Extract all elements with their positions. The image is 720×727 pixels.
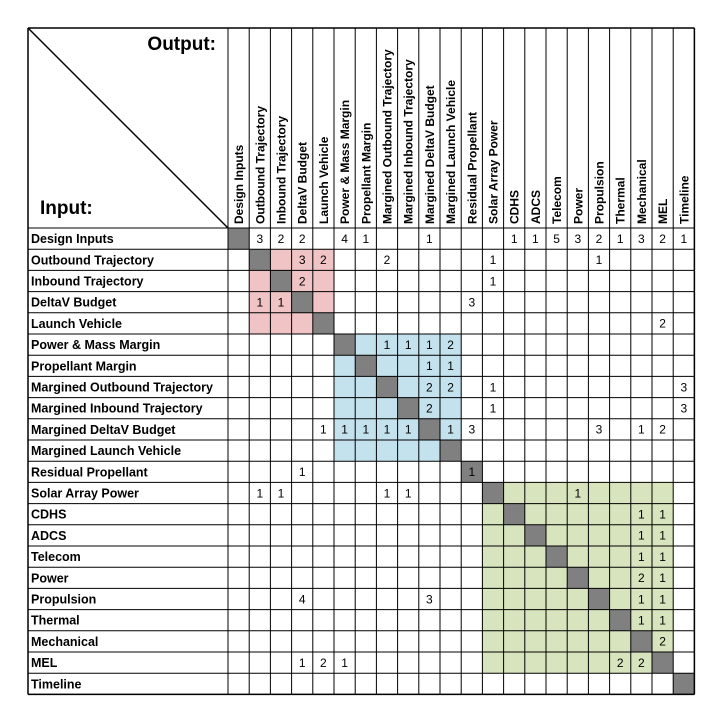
row-label-solar-array-power: Solar Array Power <box>31 486 139 501</box>
col-label-deltav-budget: DeltaV Budget <box>295 141 310 224</box>
cell-value: 3 <box>256 231 264 246</box>
col-label-mel: MEL <box>656 198 671 224</box>
row-label-cdhs: CDHS <box>31 507 67 522</box>
diagonal-cell <box>610 610 631 631</box>
row-label-propulsion: Propulsion <box>31 592 97 607</box>
cell-value: 1 <box>447 422 454 437</box>
cell-value: 1 <box>489 380 497 395</box>
row-label-power-and-mass-margin: Power & Mass Margin <box>31 338 161 353</box>
row-label-inbound-trajectory: Inbound Trajectory <box>31 274 144 289</box>
cell-value: 1 <box>659 507 666 522</box>
input-label: Input: <box>40 198 93 219</box>
cell-value: 1 <box>574 486 582 501</box>
cell-value: 2 <box>383 253 391 268</box>
col-label-telecom: Telecom <box>550 176 565 224</box>
cell-value: 2 <box>659 634 666 649</box>
diagonal-cell <box>504 504 525 525</box>
cell-value: 1 <box>277 486 285 501</box>
row-label-deltav-budget: DeltaV Budget <box>31 295 117 310</box>
cell-value: 2 <box>320 253 327 268</box>
diagonal-cell <box>546 546 567 567</box>
row-label-residual-propellant: Residual Propellant <box>31 465 148 480</box>
cell-value: 1 <box>680 231 688 246</box>
cell-value: 1 <box>659 592 666 607</box>
diagonal-cell <box>355 355 376 376</box>
row-label-launch-vehicle: Launch Vehicle <box>31 316 123 331</box>
diagonal-cell <box>313 313 334 334</box>
cell-value: 2 <box>595 231 603 246</box>
cell-value: 3 <box>468 422 476 437</box>
cell-value: 2 <box>447 337 454 352</box>
cell-value: 1 <box>659 549 666 564</box>
row-label-telecom: Telecom <box>31 550 81 565</box>
col-label-propellant-margin: Propellant Margin <box>359 122 374 224</box>
cell-value: 2 <box>659 231 666 246</box>
corner-header <box>28 28 228 228</box>
col-label-thermal: Thermal <box>613 177 628 224</box>
cell-value: 2 <box>298 274 306 289</box>
cell-value: 3 <box>595 422 603 437</box>
cell-value: 1 <box>659 528 666 543</box>
cell-value: 1 <box>638 549 645 564</box>
row-label-power: Power <box>31 571 69 586</box>
row-label-thermal: Thermal <box>31 613 80 628</box>
cell-value: 2 <box>298 231 306 246</box>
cell-value: 2 <box>638 655 645 670</box>
cell-value: 1 <box>426 337 433 352</box>
diagonal-cell <box>419 419 440 440</box>
cell-value: 1 <box>659 613 666 628</box>
cell-value: 2 <box>659 422 666 437</box>
diagonal-cell <box>334 334 355 355</box>
row-label-propellant-margin: Propellant Margin <box>31 359 137 374</box>
cell-value: 1 <box>404 486 412 501</box>
col-label-outbound-trajectory: Outbound Trajectory <box>253 105 268 224</box>
cell-value: 1 <box>362 231 370 246</box>
diagonal-cell <box>292 292 313 313</box>
col-label-margined-inbound-trajectory: Margined Inbound Trajectory <box>401 59 416 224</box>
diagonal-cell <box>631 631 652 652</box>
diagonal-cell <box>440 440 461 461</box>
cell-value: 1 <box>426 231 433 246</box>
col-label-solar-array-power: Solar Array Power <box>486 120 501 224</box>
cell-value: 4 <box>341 231 348 246</box>
diagonal-cell <box>376 376 397 397</box>
col-label-power: Power <box>571 187 586 224</box>
diagonal-cell <box>228 228 249 249</box>
cell-value: 1 <box>447 359 454 374</box>
row-label-timeline: Timeline <box>31 677 82 692</box>
cell-value: 2 <box>320 655 327 670</box>
cell-value: 1 <box>341 655 348 670</box>
cell-value: 1 <box>638 422 645 437</box>
cell-value: 2 <box>277 231 285 246</box>
cell-value: 1 <box>383 422 391 437</box>
cell-value: 1 <box>659 571 666 586</box>
row-label-margined-launch-vehicle: Margined Launch Vehicle <box>31 444 182 459</box>
col-label-residual-propellant: Residual Propellant <box>465 111 480 224</box>
col-label-launch-vehicle: Launch Vehicle <box>316 136 331 224</box>
cell-value: 1 <box>320 422 327 437</box>
row-label-outbound-trajectory: Outbound Trajectory <box>31 253 154 268</box>
row-label-adcs: ADCS <box>31 528 67 543</box>
diagonal-cell <box>525 525 546 546</box>
cell-value: 1 <box>532 231 539 246</box>
col-label-power-and-mass-margin: Power & Mass Margin <box>338 99 353 224</box>
col-label-adcs: ADCS <box>528 189 543 224</box>
cell-value: 1 <box>638 528 645 543</box>
diagonal-cell <box>270 270 291 291</box>
cell-value: 3 <box>680 380 688 395</box>
cell-value: 1 <box>638 592 645 607</box>
col-label-margined-outbound-trajectory: Margined Outbound Trajectory <box>380 49 395 224</box>
row-label-design-inputs: Design Inputs <box>31 232 114 247</box>
cell-value: 2 <box>638 571 645 586</box>
row-label-mel: MEL <box>31 656 58 671</box>
cell-value: 3 <box>298 253 306 268</box>
cell-value: 2 <box>426 380 433 395</box>
cell-value: 1 <box>638 507 645 522</box>
col-label-mechanical: Mechanical <box>634 159 649 224</box>
cell-value: 1 <box>277 295 285 310</box>
cell-value: 3 <box>468 295 476 310</box>
row-label-margined-inbound-trajectory: Margined Inbound Trajectory <box>31 401 203 416</box>
cell-value: 3 <box>638 231 645 246</box>
cell-value: 2 <box>447 380 454 395</box>
output-label: Output: <box>147 34 216 55</box>
cell-value: 2 <box>616 655 624 670</box>
cell-value: 3 <box>680 401 688 416</box>
cell-value: 1 <box>341 422 348 437</box>
col-label-design-inputs: Design Inputs <box>232 144 247 224</box>
cell-value: 4 <box>298 592 306 607</box>
cell-value: 1 <box>595 253 603 268</box>
cell-value: 1 <box>256 295 264 310</box>
col-label-cdhs: CDHS <box>507 189 522 224</box>
cell-value: 1 <box>298 655 306 670</box>
cell-value: 1 <box>510 231 518 246</box>
col-label-inbound-trajectory: Inbound Trajectory <box>274 115 289 224</box>
diagonal-cell <box>652 652 673 673</box>
cell-value: 1 <box>616 231 624 246</box>
diagonal-cell <box>482 482 503 503</box>
cell-value: 1 <box>404 337 412 352</box>
row-label-margined-deltav-budget: Margined DeltaV Budget <box>31 422 176 437</box>
col-label-timeline: Timeline <box>677 175 692 224</box>
cell-value: 3 <box>574 231 582 246</box>
cell-value: 1 <box>489 253 497 268</box>
cell-value: 1 <box>426 359 433 374</box>
col-label-margined-launch-vehicle: Margined Launch Vehicle <box>444 79 459 224</box>
diagonal-cell <box>673 673 694 694</box>
diagonal-cell <box>588 588 609 609</box>
cell-value: 2 <box>426 401 433 416</box>
cell-value: 1 <box>489 401 497 416</box>
row-label-margined-outbound-trajectory: Margined Outbound Trajectory <box>31 380 213 395</box>
cell-value: 5 <box>553 231 560 246</box>
diagonal-cell <box>398 398 419 419</box>
cell-value: 2 <box>659 316 666 331</box>
cell-value: 1 <box>298 465 306 480</box>
col-label-propulsion: Propulsion <box>592 161 607 224</box>
diagonal-cell <box>567 567 588 588</box>
cell-value: 3 <box>426 592 433 607</box>
cell-value: 1 <box>404 422 412 437</box>
cell-value: 1 <box>256 486 264 501</box>
diagonal-cell <box>249 249 270 270</box>
cell-value: 1 <box>638 613 645 628</box>
cell-value: 1 <box>383 486 391 501</box>
cell-value: 1 <box>468 465 476 480</box>
col-label-margined-deltav-budget: Margined DeltaV Budget <box>422 85 437 224</box>
cell-value: 1 <box>489 274 497 289</box>
cell-value: 1 <box>362 422 370 437</box>
row-label-mechanical: Mechanical <box>31 634 99 649</box>
cell-value: 1 <box>383 337 391 352</box>
